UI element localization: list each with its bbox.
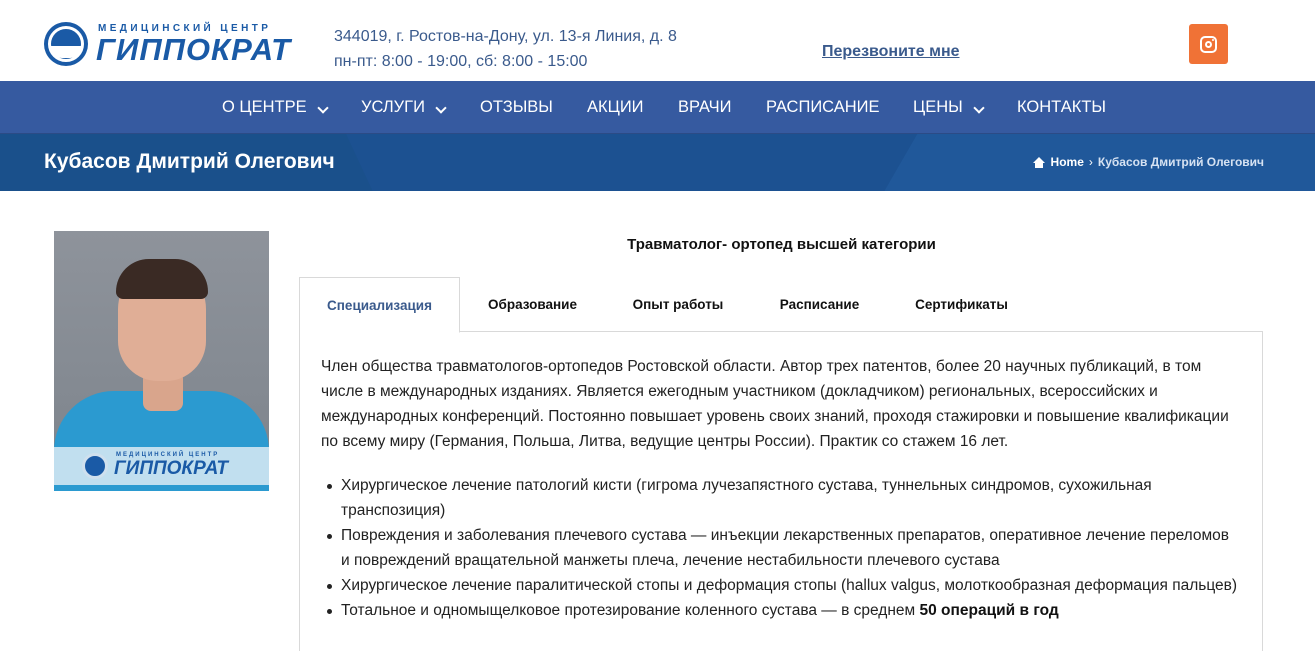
photo-watermark-title: ГИППОКРАТ [114,458,228,479]
list-item-highlight: 50 операций в год [919,602,1059,619]
tab-experience[interactable]: Опыт работы [632,297,724,312]
list-item: Повреждения и заболевания плечевого сустава — инъекции лекарственных препаратов, оперативное лечение переломов и повреждений вращательной манжеты плеча, лечение нестабильности плечевого сустава [341,523,1241,573]
tab-specialization[interactable]: Специализация [299,277,460,333]
nav-item-contacts[interactable] [1017,81,1106,134]
nav-item-services[interactable] [361,81,445,134]
tab-certificates[interactable]: Сертификаты [915,297,1008,312]
logo[interactable] [44,20,314,66]
nav-item-label: АКЦИИ [587,98,644,116]
nav-item-about[interactable] [222,81,327,134]
nav-item-label: ОТЗЫВЫ [480,98,553,116]
home-icon [1033,157,1045,168]
logo-icon [82,453,108,479]
list-item: Хирургическое лечение паралитической стопы и деформация стопы (hallux valgus, молоткообразная деформация пальцев) [341,573,1241,598]
nav-item-doctors[interactable] [678,81,731,134]
nav-item-schedule[interactable] [766,81,880,134]
page-title-bar [0,134,1315,191]
chevron-down-icon [435,102,446,113]
instagram-button[interactable] [1189,24,1228,64]
breadcrumb-home-link[interactable]: Home [1050,155,1084,169]
tab-schedule[interactable]: Расписание [779,297,860,312]
photo-watermark-subtitle: МЕДИЦИНСКИЙ ЦЕНТР [116,452,220,458]
address-text: 344019, г. Ростов-на-Дону, ул. 13-я Линия, д. 8 [334,28,677,45]
main-nav [0,81,1315,134]
tab-panel-specialization [299,332,1263,651]
doctor-position: Травматолог- ортопед высшей категории [627,236,936,253]
nav-item-label: КОНТАКТЫ [1017,98,1107,116]
specialization-list [341,473,1241,623]
specialization-intro: Член общества травматологов-ортопедов Ростовской области. Автор трех патентов, более 20 научных публикаций, в том числе в международных изданиях. Является ежегодным участником (докладчиком) региональных, всероссийских и международных конференций. Постоянно повышает уровень своих знаний, проходя стажировки и повышение квалификации по всему миру (Германия, Польша, Литва, ведущие центры России). Практик со стажем 16 лет. [321,358,1229,450]
breadcrumb-separator: › [1088,155,1093,169]
nav-item-label: ЦЕНЫ [913,98,963,116]
nav-item-label: УСЛУГИ [361,98,425,116]
nav-item-label: О ЦЕНТРЕ [222,98,307,116]
callback-link[interactable]: Перезвоните мне [822,43,960,60]
chevron-down-icon [973,102,984,113]
doctor-photo [54,231,269,491]
site-header [0,0,1315,81]
list-item: Хирургическое лечение патологий кисти (гигрома лучезапястного сустава, туннельных синдромов, сухожильная транспозиция) [341,473,1241,523]
logo-icon [44,22,88,66]
breadcrumb-current: Кубасов Дмитрий Олегович [1097,155,1264,169]
instagram-icon [1200,36,1217,53]
profile-tabs [299,277,1263,332]
nav-item-label: ВРАЧИ [678,98,732,116]
nav-item-prices[interactable] [913,81,983,134]
nav-item-promotions[interactable] [587,81,644,134]
tab-education[interactable]: Образование [488,297,577,312]
chevron-down-icon [317,102,328,113]
breadcrumb [1033,155,1264,169]
contact-info [334,24,677,74]
hours-text: пн-пт: 8:00 - 19:00, сб: 8:00 - 15:00 [334,53,588,70]
list-item: Тотальное и одномыщелковое протезирование коленного сустава — в среднем 50 операций в год [341,598,1241,623]
page-title: Кубасов Дмитрий Олегович [44,150,335,173]
nav-item-label: РАСПИСАНИЕ [766,98,880,116]
nav-item-reviews[interactable] [480,81,553,134]
logo-subtitle: МЕДИЦИНСКИЙ ЦЕНТР [98,23,272,34]
logo-title: ГИППОКРАТ [96,32,291,67]
